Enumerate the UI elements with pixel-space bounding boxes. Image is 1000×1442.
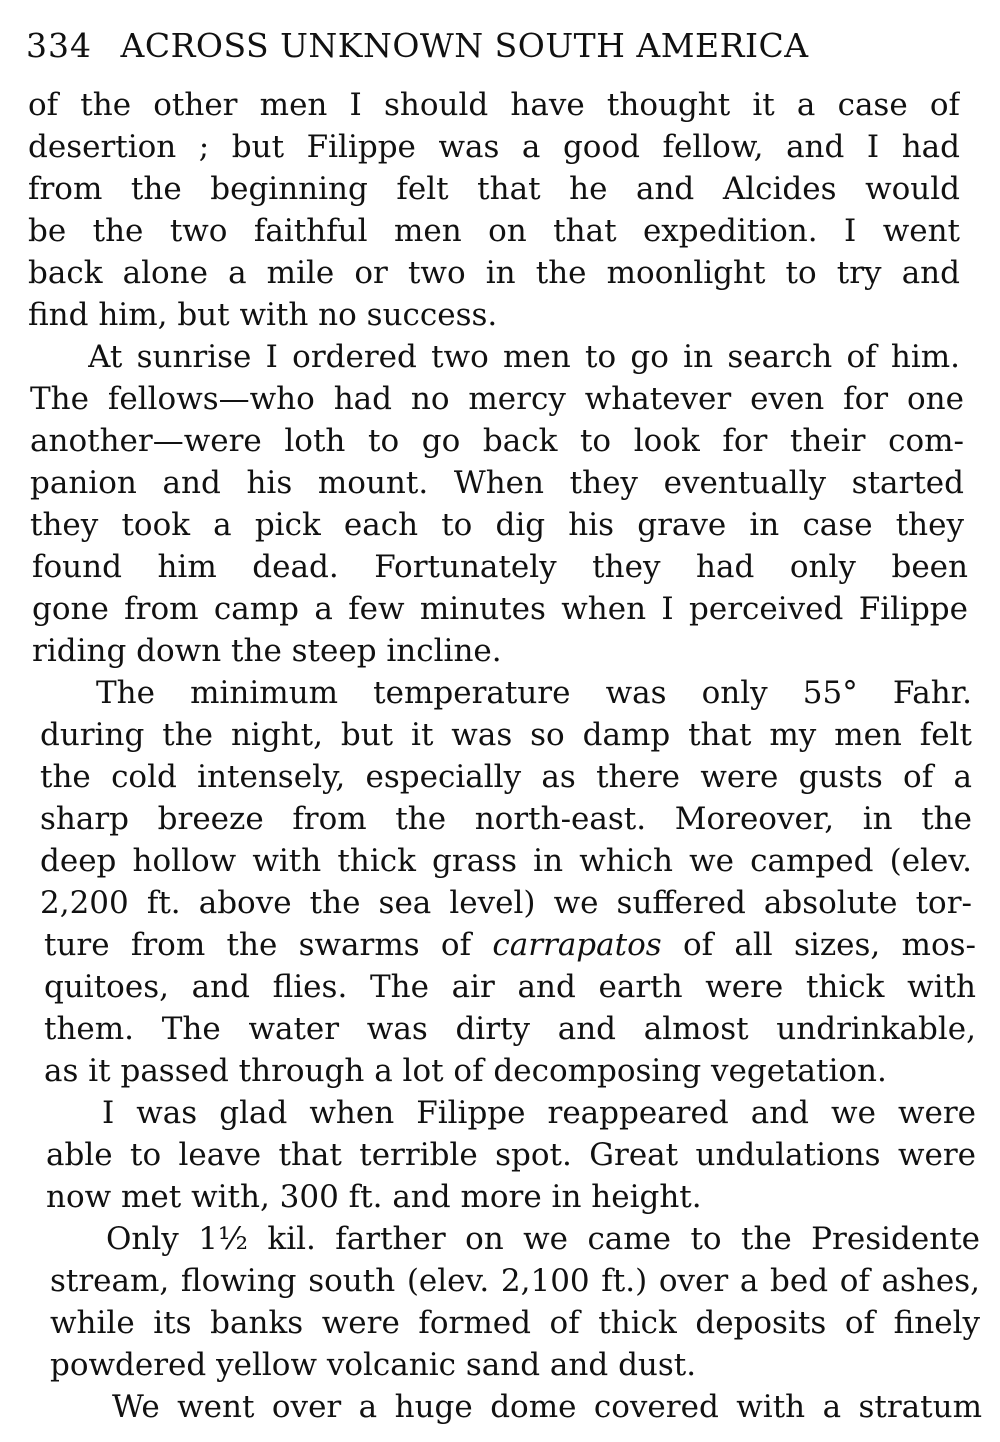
text-line: sharp breeze from the north-east. Moreover, in the	[40, 801, 972, 837]
text-run: of all sizes, mos-	[661, 927, 976, 963]
text-line: deep hollow with thick grass in which we camped (elev.	[40, 843, 972, 879]
running-title: ACROSS UNKNOWN SOUTH AMERICA	[120, 26, 809, 65]
text-line: able to leave that terrible spot. Great undulations were	[46, 1137, 976, 1173]
text-line: during the night, but it was so damp that my men felt	[40, 717, 972, 753]
text-line: panion and his mount. When they eventually started	[30, 465, 964, 501]
text-line: The fellows—who had no mercy whatever even for one	[30, 381, 964, 417]
text-line: powdered yellow volcanic sand and dust.	[50, 1347, 697, 1383]
text-line: the cold intensely, especially as there were gusts of a	[40, 759, 972, 795]
text-line: another—were loth to go back to look for their com-	[30, 423, 964, 459]
text-line: riding down the steep incline.	[32, 633, 502, 669]
text-run: ture from the swarms of	[44, 927, 493, 963]
text-line: gone from camp a few minutes when I perceived Filippe	[32, 591, 968, 627]
text-line: found him dead. Fortunately they had only been	[32, 549, 968, 585]
text-line: desertion ; but Filippe was a good fellow, and I had	[28, 129, 960, 165]
italic-term: carrapatos	[492, 927, 662, 963]
text-line: they took a pick each to dig his grave in case they	[30, 507, 964, 543]
text-line: now met with, 300 ft. and more in height.	[46, 1179, 702, 1215]
text-line: quitoes, and flies. The air and earth were thick with	[44, 969, 976, 1005]
page-header	[26, 22, 809, 70]
text-line: stream, flowing south (elev. 2,100 ft.) over a bed of ashes,	[50, 1263, 980, 1299]
text-line: back alone a mile or two in the moonlight to try and	[28, 255, 960, 291]
text-line: Only 1½ kil. farther on we came to the Presidente	[106, 1221, 980, 1257]
text-line: At sunrise I ordered two men to go in search of him.	[88, 339, 960, 375]
text-line: We went over a huge dome covered with a stratum	[112, 1389, 982, 1425]
text-line-with-italic	[44, 924, 976, 966]
text-line: from the beginning felt that he and Alcides would	[28, 171, 960, 207]
text-line: as it passed through a lot of decomposing vegetation.	[44, 1053, 887, 1089]
text-line: 2,200 ft. above the sea level) we suffered absolute tor-	[40, 885, 972, 921]
text-line: I was glad when Filippe reappeared and we were	[102, 1095, 976, 1131]
text-line: while its banks were formed of thick deposits of finely	[50, 1305, 980, 1341]
text-line: them. The water was dirty and almost undrinkable,	[44, 1011, 976, 1047]
text-line: find him, but with no success.	[28, 297, 498, 333]
text-line: of the other men I should have thought it a case of	[28, 87, 960, 123]
page-number: 334	[26, 26, 92, 65]
text-line: The minimum temperature was only 55° Fahr.	[96, 675, 972, 711]
text-line: be the two faithful men on that expedition. I went	[28, 213, 960, 249]
